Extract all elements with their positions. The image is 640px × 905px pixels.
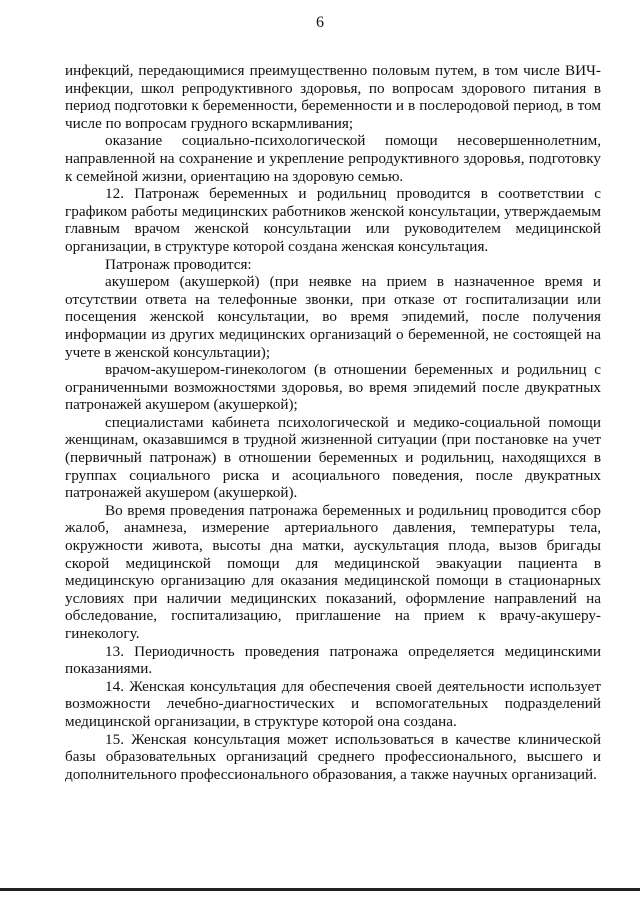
paragraph-obgyn: врачом-акушером-гинекологом (в отношении беременных и родильниц с ограниченными возможностями здоровья, во время эпидемий после двукратных патронажей акушером (акушеркой);: [65, 361, 601, 414]
bottom-scan-edge: [0, 888, 640, 891]
paragraph-15-clinical-base: 15. Женская консультация может использоваться в качестве клинической базы образовательных организаций среднего профессионального, высшего и дополнительного профессионального образования, а также научных организаций.: [65, 730, 601, 783]
paragraph-midwife: акушером (акушеркой) (при неявке на прием в назначенное время и отсутствии ответа на телефонные звонки, при отказе от госпитализации или посещения женской консультации, во время эпидемий, после получения информации из других медицинских организаций о беременной, не состоящей на учете в женской консультации);: [65, 273, 601, 361]
paragraph-12-patronage: 12. Патронаж беременных и родильниц проводится в соответствии с графиком работы медицинских работников женской консультации, утверждаемым главным врачом женской консультации или руководителем медицинской организации, в структуре которой создана женская консультация.: [65, 185, 601, 255]
paragraph-psych-help: оказание социально-психологической помощи несовершеннолетним, направленной на сохранение и укрепление репродуктивного здоровья, подготовку к семейной жизни, ориентацию на здоровую семью.: [65, 132, 601, 185]
page-number: 6: [316, 14, 324, 31]
paragraph-infections: инфекций, передающимися преимущественно половым путем, в том числе ВИЧ-инфекции, школ репродуктивного здоровья, по вопросам здорового питания в период подготовки к беременности, беременности и в послеродовой период, в том числе по вопросам грудного вскармливания;: [65, 62, 601, 132]
paragraph-14-resources: 14. Женская консультация для обеспечения своей деятельности использует возможности лечебно-диагностических и вспомогательных подразделений медицинской организации, в структуре которой она создана.: [65, 677, 601, 730]
paragraph-specialists: специалистами кабинета психологической и медико-социальной помощи женщинам, оказавшимся в трудной жизненной ситуации (при постановке на учет (первичный патронаж) в отношении беременных и родильниц, находящихся в группах социального риска и асоциального поведения, после двукратных патронажей акушером (акушеркой).: [65, 413, 601, 502]
paragraph-during-patronage: Во время проведения патронажа беременных и родильниц проводится сбор жалоб, анамнеза, измерение артериального давления, температуры тела, окружности живота, высоты дна матки, аускультация плода, вызов бригады скорой медицинской помощи для медицинской эвакуации пациента в медицинскую организацию для оказания медицинской помощи в стационарных условиях при наличии медицинских показаний, оформление направлений на обследование, госпитализацию, приглашение на прием к врачу-акушеру-гинекологу.: [65, 501, 601, 642]
paragraph-13-periodicity: 13. Периодичность проведения патронажа определяется медицинскими показаниями.: [65, 642, 601, 678]
paragraph-patronage-by: Патронаж проводится:: [105, 255, 252, 273]
document-body: [65, 62, 601, 783]
